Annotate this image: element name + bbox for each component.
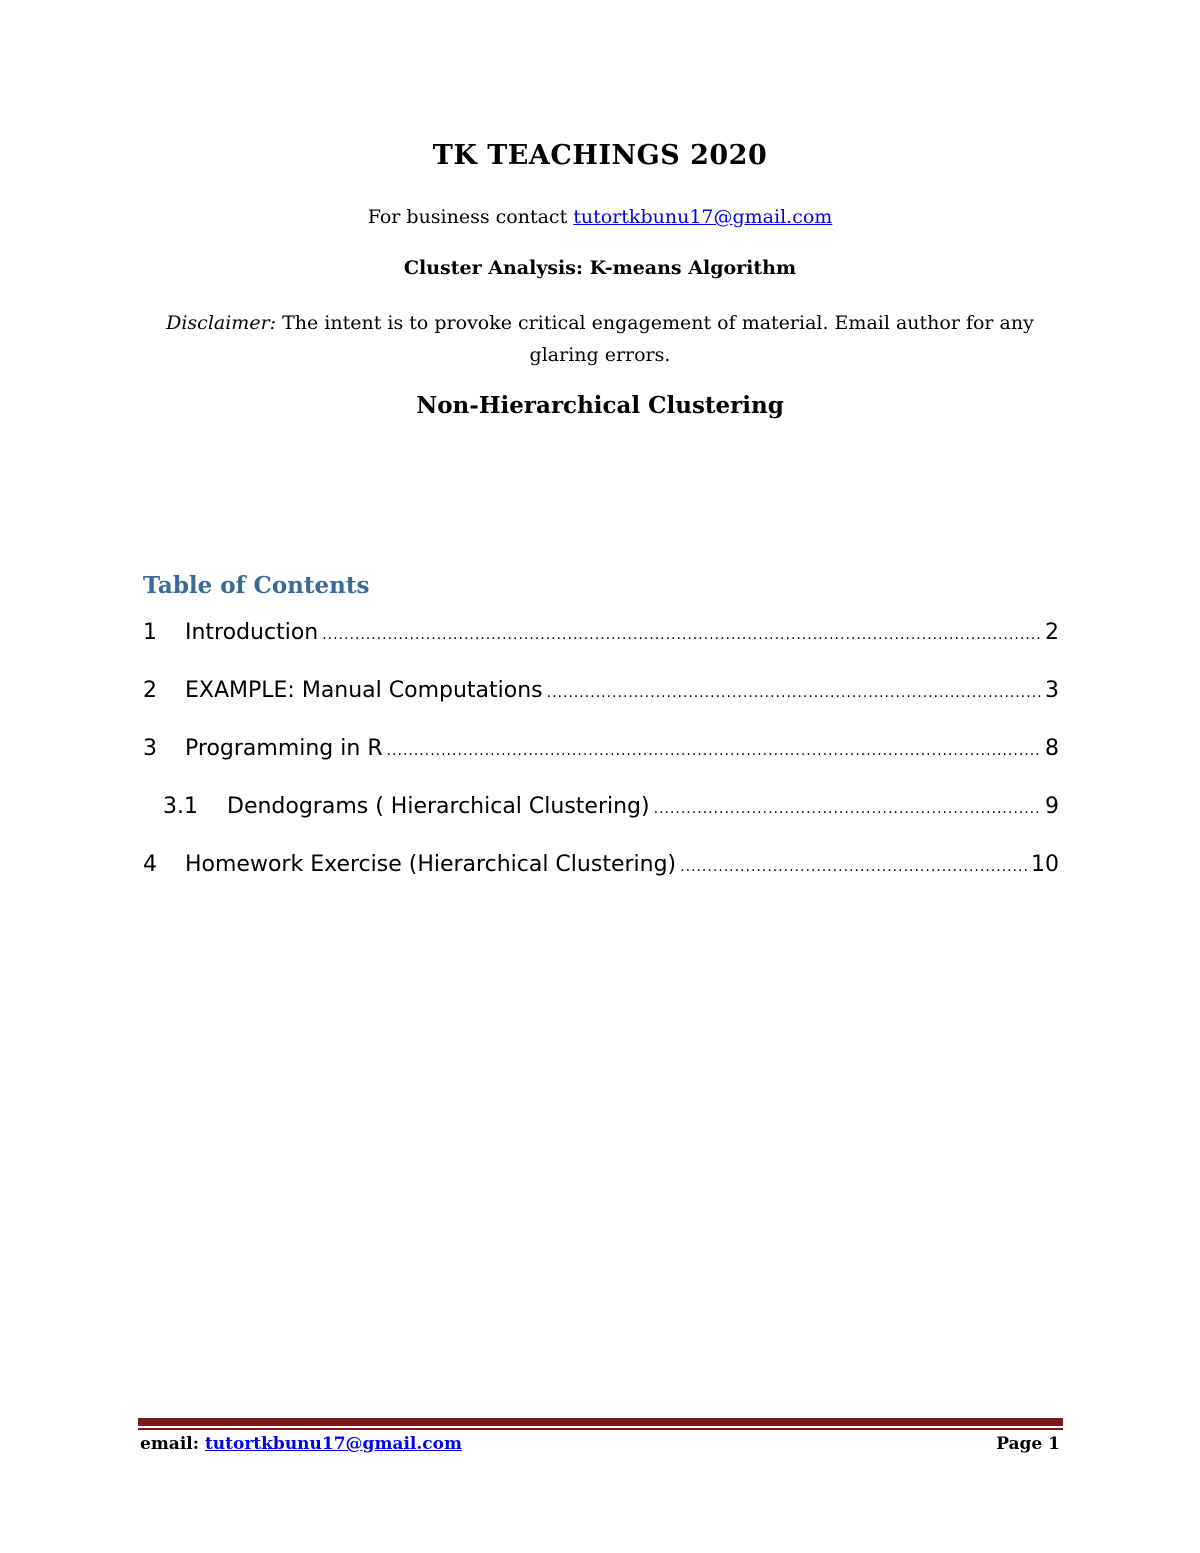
contact-email-link[interactable]: tutortkbunu17@gmail.com [573,206,833,228]
toc-entry-number: 3 [143,736,157,761]
document-title: TK TEACHINGS 2020 [432,140,768,171]
toc-entry-text: Homework Exercise (Hierarchical Clustering) [185,852,677,877]
subject-line: Cluster Analysis: K-means Algorithm [403,257,797,279]
toc-entry-page: 10 [1031,852,1059,877]
toc-entry[interactable] [143,736,1059,794]
toc-entry[interactable] [143,678,1059,736]
toc-entry-text: Introduction [185,620,319,645]
section-heading: Non-Hierarchical Clustering [416,392,784,419]
toc-entry-page: 8 [1045,736,1059,761]
footer-rule-thin [138,1428,1063,1430]
toc-entry-text: EXAMPLE: Manual Computations [185,678,543,703]
disclaimer [140,307,1060,371]
toc-entry-number: 2 [143,678,157,703]
toc-entry-text: Dendograms ( Hierarchical Clustering) [227,794,650,819]
toc-leader-dots [547,685,1041,701]
page-footer [140,1434,1060,1454]
disclaimer-label: Disclaimer: [166,312,277,334]
contact-line [0,206,1200,228]
toc-leader-dots [387,743,1041,759]
disclaimer-text: The intent is to provoke critical engagement of material. Email author for any glaring errors. [276,312,1034,366]
footer-email [140,1434,462,1454]
footer-email-link[interactable]: tutortkbunu17@gmail.com [204,1434,462,1454]
footer-page-number: Page 1 [996,1434,1060,1454]
toc-leader-dots [654,801,1041,817]
toc-subentry[interactable] [143,794,1059,852]
toc-entry-page: 2 [1045,620,1059,645]
toc-title: Table of Contents [143,572,370,599]
contact-prefix: For business contact [367,206,574,228]
toc-entry[interactable] [143,852,1059,910]
toc-entry-number: 1 [143,620,157,645]
toc-leader-dots [322,627,1041,643]
footer-email-label: email: [140,1434,205,1454]
toc-leader-dots [680,859,1027,875]
toc-entry-text: Programming in R [185,736,383,761]
toc-entry[interactable] [143,620,1059,678]
footer-rule-thick [138,1418,1063,1426]
toc-entry-number: 4 [143,852,157,877]
toc-entry-page: 3 [1045,678,1059,703]
table-of-contents [143,620,1059,910]
toc-entry-page: 9 [1045,794,1059,819]
toc-entry-number: 3.1 [163,794,198,819]
